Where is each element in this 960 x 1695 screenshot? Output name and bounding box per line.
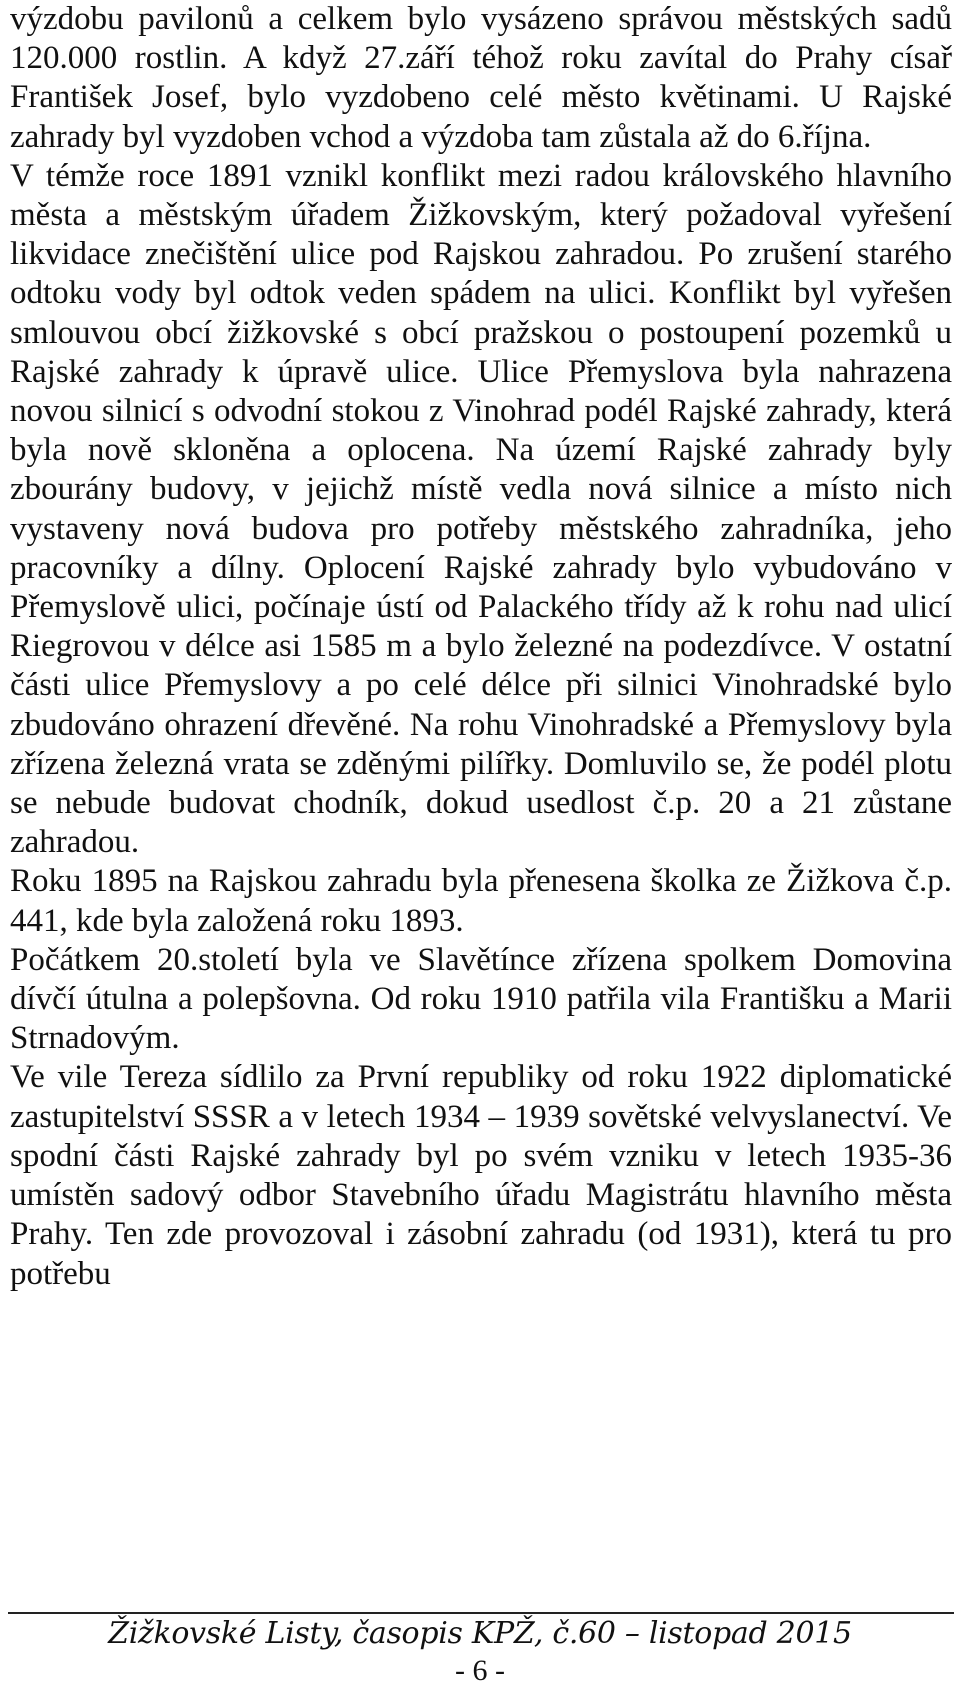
- paragraph-3: Roku 1895 na Rajskou zahradu byla přenesena školka ze Žižkova č.p. 441, kde byla založená roku 1893.: [10, 863, 952, 939]
- paragraph-2: V témže roce 1891 vznikl konflikt mezi radou královského hlavního města a městským úřadem Žižkovským, který požadoval vyřešení likvidace znečištění ulice pod Rajskou zahradou. Po zrušení starého odtoku vody byl odtok veden spádem na ulici. Konflikt byl vyřešen smlouvou obcí žižkovské s obcí pražskou o postoupení pozemků u Rajské zahrady k úpravě ulice. Ulice Přemyslova byla nahrazena novou silnicí s odvodní stokou z Vinohrad podél Rajské zahrady, která byla nově skloněna a oplocena. Na území Rajské zahrady byly zbourány budovy, v jejichž místě vedla nová silnice a místo nich vystaveny nová budova pro potřeby městského zahradníka, jeho pracovníky a dílny. Oplocení Rajské zahrady bylo vybudováno v Přemyslově ulici, počínaje ústí od Palackého třídy až k rohu nad ulicí Riegrovou v délce asi 1585 m a bylo železné na podezdívce. V ostatní části ulice Přemyslovy a po celé délce při silnici Vinohradské bylo zbudováno ohrazení dřevěné. Na rohu Vinohradské a Přemyslovy byla zřízena železná vrata se zděnými pilířky. Domluvilo se, že podél plotu se nebude budovat chodník, dokud usedlost č.p. 20 a 21 zůstane zahradou.: [10, 157, 952, 861]
- paragraph-1: výzdobu pavilonů a celkem bylo vysázeno správou městských sadů 120.000 rostlin. A když 27.září téhož roku zavítal do Prahy císař František Josef, bylo vyzdobeno celé město květinami. U Rajské zahrady byl vyzdoben vchod a výzdoba tam zůstala až do 6.října.: [10, 1, 952, 155]
- paragraph-4: Počátkem 20.století byla ve Slavětínce zřízena spolkem Domovina dívčí útulna a polepšovna. Od roku 1910 patřila vila Františku a Marii Strnadovým.: [10, 941, 952, 1057]
- article-body: [10, 0, 952, 1294]
- page-number: - 6 -: [455, 1654, 505, 1687]
- footer-publication-title: Žižkovské Listy, časopis KPŽ, č.60 – listopad 2015: [108, 1616, 852, 1651]
- paragraph-5: Ve vile Tereza sídlilo za První republiky od roku 1922 diplomatické zastupitelství SSSR a v letech 1934 – 1939 sovětské velvyslanectví. Ve spodní části Rajské zahrady byl po svém vzniku v letech 1935-36 umístěn sadový odbor Stavebního úřadu Magistrátu hlavního města Prahy. Ten zde provozoval i zásobní zahradu (od 1931), která tu pro potřebu: [10, 1059, 952, 1292]
